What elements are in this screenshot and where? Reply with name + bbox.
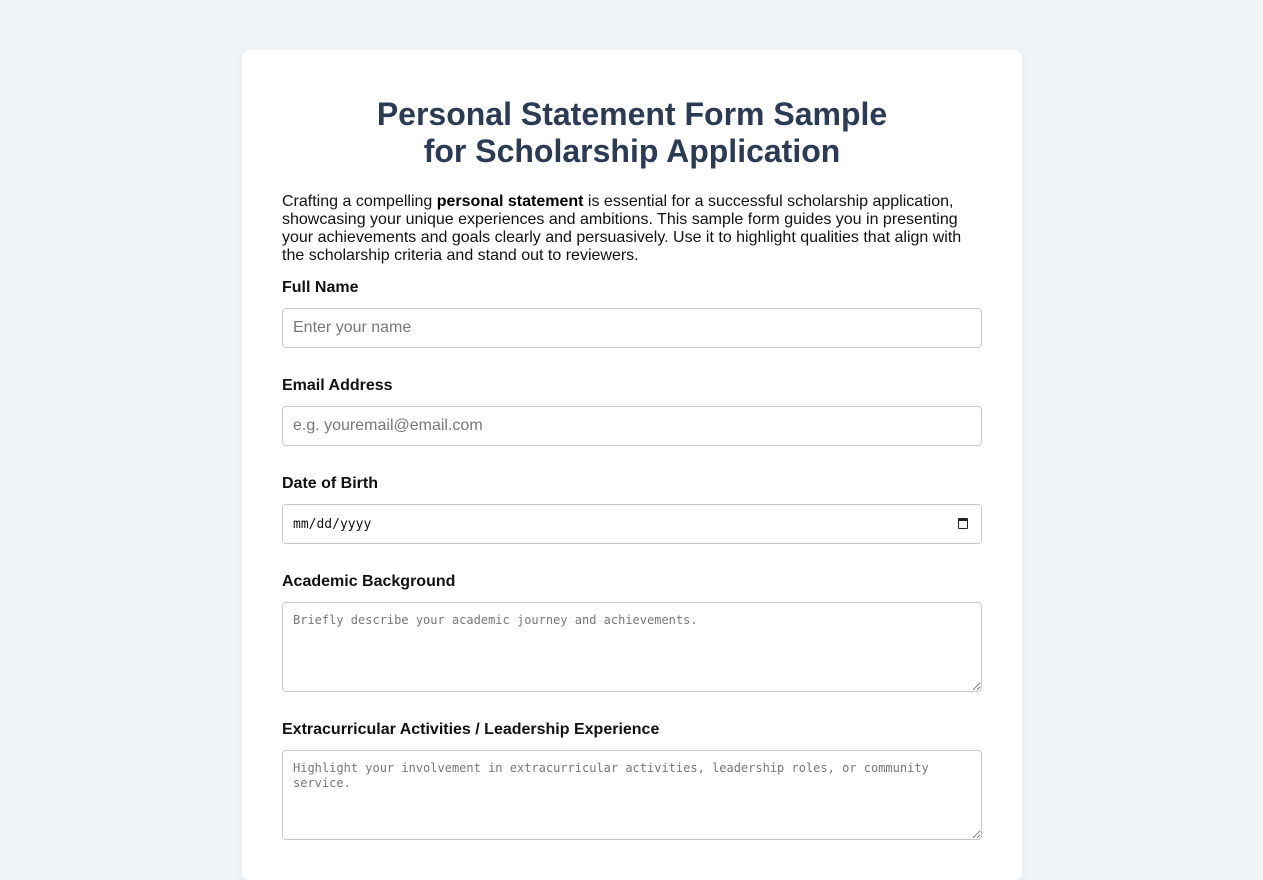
full-name-field <box>282 279 982 348</box>
academic-field <box>282 573 982 692</box>
intro-paragraph <box>282 193 982 265</box>
page-title-line-2: for Scholarship Application <box>423 133 841 169</box>
intro-text-end: is essential for a successful scholarship application, showcasing your unique experiences and ambitions. This sample form guides you in presenting your achievements and goals clearly and persuasively. Use it to highlight qualities that align with the scholarship criteria and stand out to reviewers. <box>282 193 962 264</box>
email-input[interactable] <box>282 406 982 446</box>
extracurricular-label: Extracurricular Activities / Leadership Experience <box>282 721 660 738</box>
form-card <box>242 50 1022 880</box>
email-field <box>282 377 982 446</box>
full-name-label: Full Name <box>282 279 359 296</box>
dob-placeholder: mm/dd/yyyy <box>293 516 372 532</box>
dob-field <box>282 475 982 544</box>
academic-label: Academic Background <box>282 573 456 590</box>
intro-text-start: Crafting a compelling <box>282 193 437 210</box>
dob-input[interactable] <box>282 504 982 544</box>
dob-label: Date of Birth <box>282 475 378 492</box>
extracurricular-textarea[interactable] <box>282 750 982 840</box>
calendar-icon[interactable] <box>958 518 968 529</box>
page-title <box>282 96 982 170</box>
extracurricular-field <box>282 721 982 840</box>
page-title-line-1: Personal Statement Form Sample <box>376 96 888 132</box>
full-name-input[interactable] <box>282 308 982 348</box>
academic-textarea[interactable] <box>282 602 982 692</box>
intro-bold-phrase: personal statement <box>436 193 584 210</box>
email-label: Email Address <box>282 377 393 394</box>
